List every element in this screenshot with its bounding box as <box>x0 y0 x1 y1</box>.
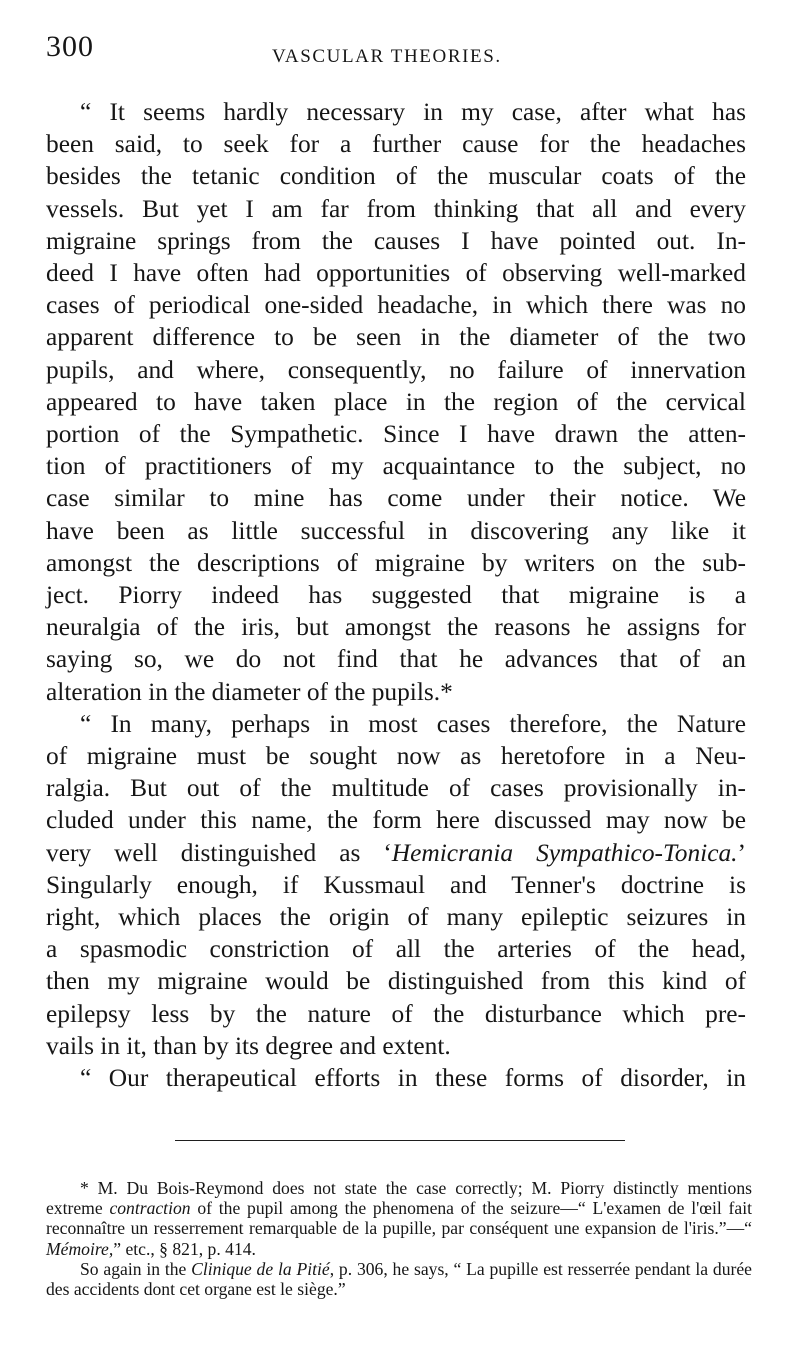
text-line: vessels. But yet I am far from thinking that all and every <box>46 194 746 223</box>
text-line: alteration in the diameter of the pupils.* <box>46 677 453 706</box>
footnote <box>46 1259 752 1299</box>
footnote-italic: Mémoire, <box>46 1238 114 1259</box>
text-line: migraine springs from the causes I have pointed out. In- <box>46 226 746 255</box>
text-line: cluded under this name, the form here discussed may now be <box>46 806 746 835</box>
text-line: ralgia. But out of the multitude of cases provisionally in- <box>46 774 746 803</box>
footnote-italic: Clinique de la Pitié <box>191 1258 330 1279</box>
footnote <box>46 1178 752 1259</box>
text-line: neuralgia of the iris, but amongst the reasons he assigns for <box>46 613 746 642</box>
text-segment: very well distinguished as ‘ <box>46 838 392 867</box>
text-line: amongst the descriptions of migraine by writers on the sub- <box>46 548 746 577</box>
footnote-text: ” etc., § 821, p. 414. <box>113 1238 256 1259</box>
text-line: of migraine must be sought now as heretofore in a Neu- <box>46 742 746 771</box>
text-line: epilepsy less by the nature of the disturbance which pre- <box>46 999 746 1028</box>
text-segment: ’ <box>737 838 746 867</box>
running-title: VASCULAR THEORIES. <box>272 46 502 67</box>
footnote-text: * M. Du Bois-Reymond does not state the case correctly; M. Piorry distinctly mentions extreme <box>46 1178 752 1219</box>
text-line: have been as little successful in discovering any like it <box>46 516 746 545</box>
footnote-italic: contraction <box>109 1198 191 1219</box>
text-line: pupils, and where, consequently, no failure of innervation <box>46 355 746 384</box>
text-line <box>46 837 746 869</box>
text-line: deed I have often had opportunities of observing well-marked <box>46 259 746 288</box>
footnote-text: So again in the <box>80 1258 192 1279</box>
text-line: “ In many, perhaps in most cases therefore, the Nature <box>80 709 746 738</box>
body-text <box>46 96 746 1094</box>
page-number: 300 <box>46 30 94 63</box>
text-line: besides the tetanic condition of the muscular coats of the <box>46 162 746 191</box>
text-line: portion of the Sympathetic. Since I have drawn the atten- <box>46 420 746 449</box>
text-line: ject. Piorry indeed has suggested that migraine is a <box>46 581 746 610</box>
text-line: cases of periodical one-sided headache, in which there was no <box>46 291 746 320</box>
text-line: been said, to seek for a further cause for the headaches <box>46 130 746 159</box>
text-line: saying so, we do not find that he advances that of an <box>46 645 746 674</box>
text-line: “ It seems hardly necessary in my case, after what has <box>80 98 746 126</box>
running-head <box>46 30 760 70</box>
footnote-rule <box>175 1140 625 1141</box>
footnotes <box>46 1178 752 1299</box>
text-line: appeared to have taken place in the region of the cervical <box>46 387 746 416</box>
text-line: then my migraine would be distinguished from this kind of <box>46 967 746 996</box>
text-line: right, which places the origin of many epileptic seizures in <box>46 903 746 932</box>
text-line: “ Our therapeutical efforts in these forms of disorder, in <box>80 1064 746 1093</box>
text-line: vails in it, than by its degree and extent. <box>46 1031 451 1060</box>
footnote-text: , p. 306, he says, “ La pupille est resserrée pendant la durée des accidents dont cet organe est le siège.” <box>46 1258 752 1300</box>
italic-term: Hemicrania Sympathico-Tonica. <box>391 838 738 867</box>
footnote-text: of the pupil among the phenomena of the seizure—“ L'examen de l'œil fait reconnaître un resserrement remarquable de la pupille, par conséquent une expansion de l'iris.”—“ <box>46 1198 752 1239</box>
text-line: Singularly enough, if Kussmaul and Tenner's doctrine is <box>46 870 746 899</box>
text-line: tion of practitioners of my acquaintance to the subject, no <box>46 452 746 481</box>
text-line: case similar to mine has come under their notice. We <box>46 484 746 513</box>
text-line: a spasmodic constriction of all the arteries of the head, <box>46 935 746 964</box>
text-line: apparent difference to be seen in the diameter of the two <box>46 323 746 352</box>
